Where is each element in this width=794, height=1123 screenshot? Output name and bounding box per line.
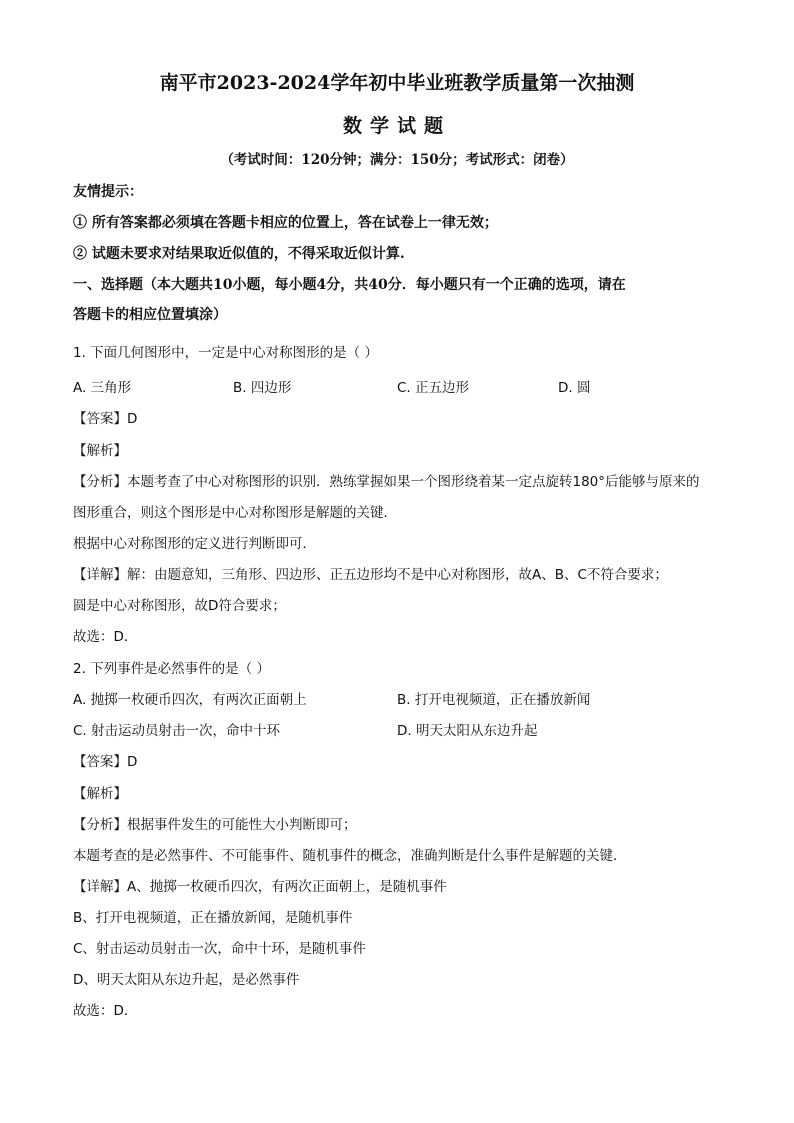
q1-analysis-line3: 根据中心对称图形的定义进行判断即可． — [73, 536, 316, 552]
exam-info: （考试时间：120分钟；满分：150分；考试形式：闭卷） — [220, 152, 574, 168]
q2-choose: 故选：D． — [73, 1003, 138, 1019]
section-heading-line2: 答题卡的相应位置填涂） — [73, 307, 227, 323]
q2-option-d: D. 明天太阳从东边升起 — [397, 723, 538, 739]
page-subtitle: 数学试题 — [342, 115, 451, 137]
q1-analysis-line2: 图形重合，则这个图形是中心对称图形是解题的关键． — [73, 505, 397, 521]
q1-answer: 【答案】D — [73, 411, 138, 427]
q1-option-b: B. 四边形 — [233, 380, 292, 396]
section-heading-line1: 一、选择题（本大题共10小题，每小题4分，共40分．每小题只有一个正确的选项，请在 — [73, 277, 626, 293]
q2-detail-line2: B、打开电视频道，正在播放新闻，是随机事件 — [73, 910, 353, 926]
q1-analysis-line1: 【分析】本题考查了中心对称图形的识别．熟练掌握如果一个图形绕着某一定点旋转180°后能够与原来的 — [73, 474, 700, 490]
tips-heading: 友情提示： — [73, 184, 143, 200]
q1-option-a: A. 三角形 — [73, 380, 132, 396]
page-title: 南平市2023-2024学年初中毕业班教学质量第一次抽测 — [159, 72, 635, 94]
q1-option-c: C. 正五边形 — [397, 380, 470, 396]
q2-detail-line3: C、射击运动员射击一次，命中十环，是随机事件 — [73, 941, 366, 957]
q1-stem: 1. 下面几何图形中，一定是中心对称图形的是（ ） — [73, 345, 378, 361]
q2-option-c: C. 射击运动员射击一次，命中十环 — [73, 723, 281, 739]
q1-option-d: D. 圆 — [558, 380, 591, 396]
q1-analysis-label: 【解析】 — [73, 443, 127, 459]
tip-item-2: ② 试题未要求对结果取近似值的，不得采取近似计算. — [73, 246, 405, 262]
q2-analysis-label: 【解析】 — [73, 786, 127, 802]
q2-analysis-line1: 【分析】根据事件发生的可能性大小判断即可； — [73, 817, 357, 833]
q2-option-a: A. 抛掷一枚硬币四次，有两次正面朝上 — [73, 692, 307, 708]
q1-detail-line1: 【详解】解：由题意知，三角形、四边形、正五边形均不是中心对称图形，故A、B、C不符合要求； — [73, 567, 668, 583]
q2-detail-line4: D、明天太阳从东边升起，是必然事件 — [73, 972, 300, 988]
tip-item-1: ① 所有答案都必须填在答题卡相应的位置上，答在试卷上一律无效； — [73, 215, 498, 231]
q2-option-b: B. 打开电视频道，正在播放新闻 — [397, 692, 591, 708]
q2-analysis-line2: 本题考查的是必然事件、不可能事件、随机事件的概念，准确判断是什么事件是解题的关键． — [73, 848, 627, 864]
q2-answer: 【答案】D — [73, 754, 138, 770]
q2-stem: 2. 下列事件是必然事件的是（ ） — [73, 661, 270, 677]
q2-detail-line1: 【详解】A、抛掷一枚硬币四次，有两次正面朝上，是随机事件 — [73, 879, 447, 895]
q1-detail-line2: 圆是中心对称图形，故D符合要求； — [73, 598, 286, 614]
q1-choose: 故选：D． — [73, 629, 138, 645]
